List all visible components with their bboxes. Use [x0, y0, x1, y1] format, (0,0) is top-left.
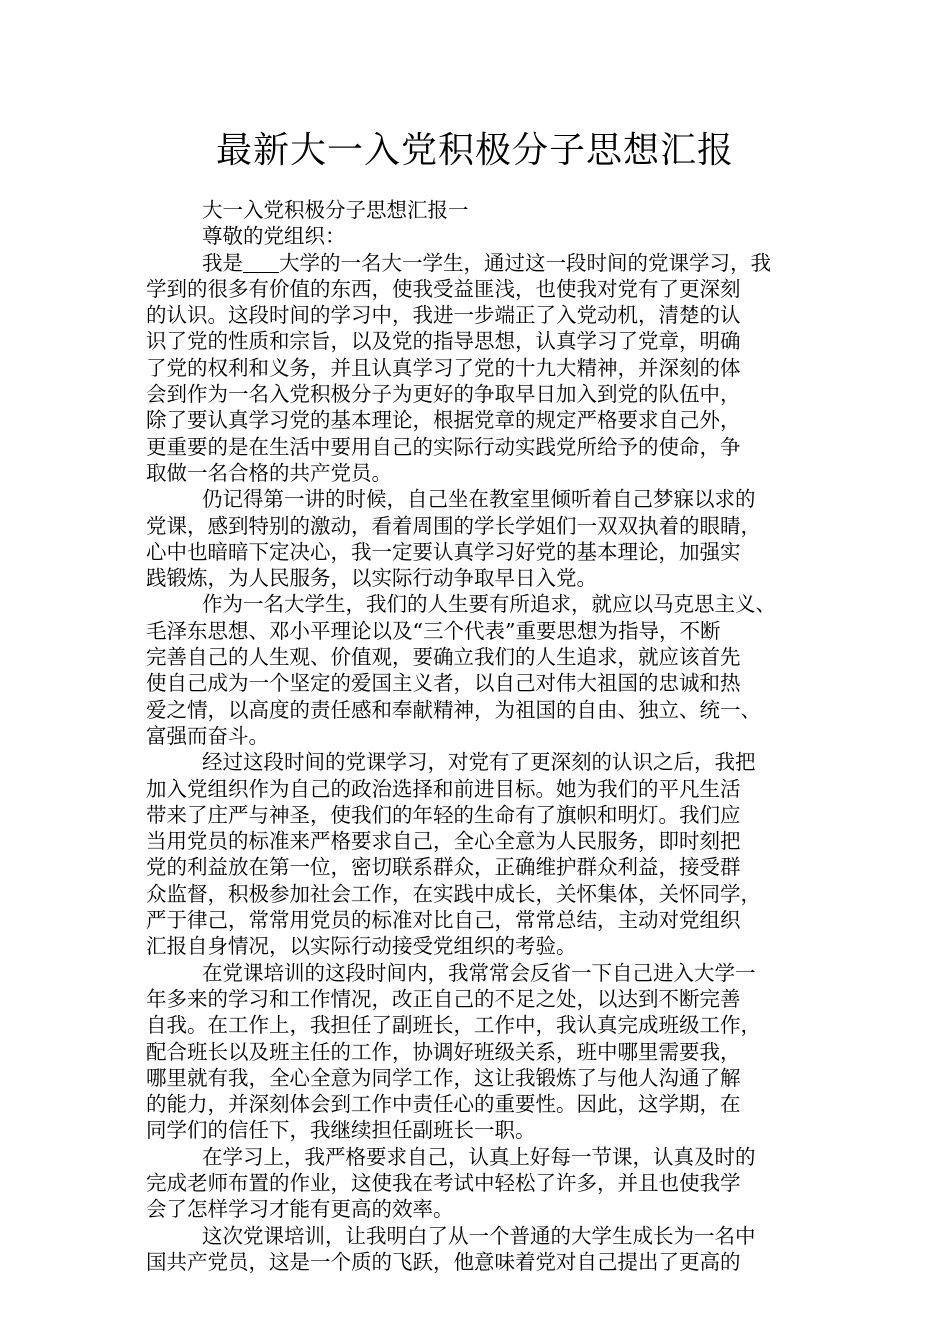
body-line: 取做一名合格的共产党员。: [146, 460, 392, 485]
paragraph-first-line: [146, 250, 818, 276]
first-line-prefix: 我是: [202, 250, 243, 275]
body-line: 年多来的学习和工作情况，改正自己的不足之处，以达到不断完善: [146, 986, 741, 1011]
body-line: 了党的权利和义务，并且认真学习了党的十九大精神，并深刻的体: [146, 355, 741, 380]
paragraph-first-line: 这次党课培训，让我明白了从一个普通的大学生成长为一名中: [202, 1223, 756, 1248]
body-line: 完善自己的人生观、价值观，要确立我们的人生追求，就应该首先: [146, 645, 741, 670]
body-line: 汇报自身情况，以实际行动接受党组织的考验。: [146, 934, 577, 959]
body-line: 富强而奋斗。: [146, 723, 269, 748]
body-line: 会了怎样学习才能有更高的效率。: [146, 1197, 454, 1222]
first-line-suffix: 大学的一名大一学生，通过这一段时间的党课学习，我: [279, 250, 771, 275]
paragraph-first-line: 经过这段时间的党课学习，对党有了更深刻的认识之后，我把: [202, 750, 756, 775]
body-line: 会到作为一名入党积极分子为更好的争取早日加入到党的队伍中，: [146, 382, 741, 407]
body-line: 同学们的信任下，我继续担任副班长一职。: [146, 1118, 536, 1143]
body-line: 爱之情，以高度的责任感和奉献精神，为祖国的自由、独立、统一、: [146, 697, 761, 722]
body-line: 加入党组织作为自己的政治选择和前进目标。她为我们的平凡生活: [146, 776, 741, 801]
body-line: 党课，感到特别的激动，看着周围的学长学姐们一双双执着的眼睛，: [146, 513, 761, 538]
body-line: 的认识。这段时间的学习中，我进一步端正了入党动机，清楚的认: [146, 303, 741, 328]
paragraph-first-line: 在党课培训的这段时间内，我常常会反省一下自己进入大学一: [202, 960, 756, 985]
document-body: [146, 197, 818, 1275]
paragraph-first-line: 仍记得第一讲的时候，自己坐在教室里倾听着自己梦寐以求的: [202, 487, 756, 512]
body-line: 严于律己，常常用党员的标准对比自己，常常总结，主动对党组织: [146, 908, 741, 933]
body-line: 除了要认真学习党的基本理论，根据党章的规定严格要求自己外，: [146, 408, 741, 433]
body-line: 党的利益放在第一位，密切联系群众，正确维护群众利益，接受群: [146, 855, 741, 880]
body-line: 的能力，并深刻体会到工作中责任心的重要性。因此，这学期，在: [146, 1092, 741, 1117]
body-line: 毛泽东思想、邓小平理论以及“三个代表”重要思想为指导，不断: [146, 618, 721, 643]
body-line: 心中也暗暗下定决心，我一定要认真学习好党的基本理论，加强实: [146, 539, 741, 564]
body-line: 配合班长以及班主任的工作，协调好班级关系，班中哪里需要我，: [146, 1039, 741, 1064]
body-line: 带来了庄严与神圣，使我们的年轻的生命有了旗帜和明灯。我们应: [146, 802, 741, 827]
paragraph-first-line: 作为一名大学生，我们的人生要有所追求，就应以马克思主义、: [202, 592, 776, 617]
body-line: 众监督，积极参加社会工作，在实践中成长，关怀集体，关怀同学，: [146, 881, 761, 906]
salutation: 尊敬的党组织：: [202, 224, 346, 249]
section-heading: 大一入党积极分子思想汇报一: [202, 198, 469, 222]
body-line: 当用党员的标准来严格要求自己，全心全意为人民服务，即时刻把: [146, 829, 741, 854]
body-line: 哪里就有我，全心全意为同学工作，这让我锻炼了与他人沟通了解: [146, 1065, 741, 1090]
body-line: 自我。在工作上，我担任了副班长，工作中，我认真完成班级工作，: [146, 1013, 761, 1038]
body-line: 学到的很多有价值的东西，使我受益匪浅，也使我对党有了更深刻: [146, 276, 741, 301]
body-line: 完成老师布置的作业，这使我在考试中轻松了许多，并且也使我学: [146, 1170, 741, 1195]
body-line: 践锻炼，为人民服务，以实际行动争取早日入党。: [146, 566, 597, 591]
body-line: 国共产党员，这是一个质的飞跃，他意味着党对自己提出了更高的: [146, 1249, 741, 1274]
document-title: 最新大一入党积极分子思想汇报: [215, 130, 734, 171]
blank-underline: [243, 254, 279, 273]
paragraph-first-line: 在学习上，我严格要求自己，认真上好每一节课，认真及时的: [202, 1144, 756, 1169]
body-line: 更重要的是在生活中要用自己的实际行动实践党所给予的使命，争: [146, 434, 741, 459]
body-line: 使自己成为一个坚定的爱国主义者，以自己对伟大祖国的忠诚和热: [146, 671, 741, 696]
body-line: 识了党的性质和宗旨，以及党的指导思想，认真学习了党章，明确: [146, 329, 741, 354]
